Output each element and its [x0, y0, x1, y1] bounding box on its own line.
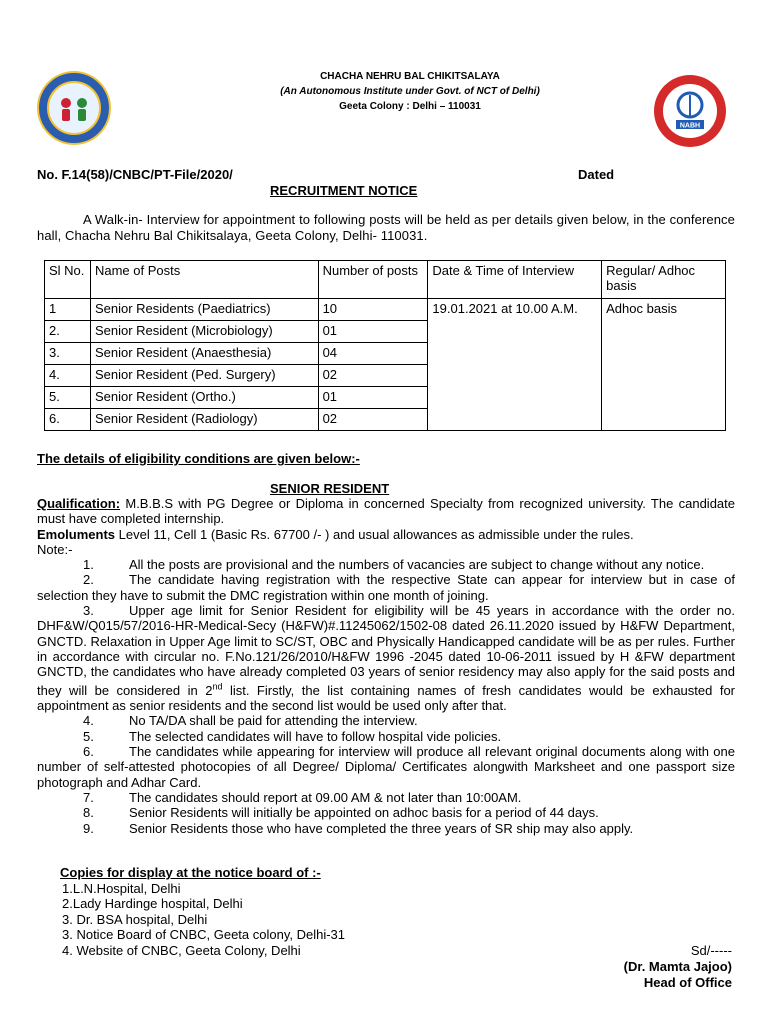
row-sl: 3. [45, 343, 91, 365]
list-item: 2.Lady Hardinge hospital, Delhi [62, 896, 243, 912]
table-header-row [45, 261, 726, 299]
header-sl: Sl No. [45, 261, 91, 299]
note-item [37, 744, 735, 790]
note-text: The candidates while appearing for interview will produce all relevant original documents along with one number of self-attested photocopies of all Degree/ Diploma/ Certificates alongwith Marksheet and one passport size photograph and Adhar Card. [37, 744, 735, 790]
note-text: Senior Residents will initially be appointed on adhoc basis for a period of 44 days. [129, 805, 599, 821]
interview-datetime: 19.01.2021 at 10.00 A.M. [428, 299, 602, 431]
list-item: 1.L.N.Hospital, Delhi [62, 880, 181, 896]
note-number: 9. [83, 820, 94, 836]
list-item: 4. Website of CNBC, Geeta Colony, Delhi [62, 942, 301, 958]
org-subtitle: (An Autonomous Institute under Govt. of NCT of Delhi) [280, 86, 540, 97]
note-number: 7. [83, 789, 94, 805]
note-number: 4. [83, 713, 94, 729]
signature-sd: Sd/----- [690, 943, 732, 958]
row-number: 01 [318, 387, 428, 409]
table-row [45, 299, 726, 321]
note-text: The selected candidates will have to follow hospital vide policies. [129, 728, 502, 744]
row-number: 01 [318, 321, 428, 343]
qualification-text: M.B.B.S with PG Degree or Diploma in concerned Specialty from recognized university. The candidate must have completed internship. [37, 496, 735, 527]
row-number: 02 [318, 409, 428, 431]
org-name: CHACHA NEHRU BAL CHIKITSALAYA [320, 71, 500, 82]
dated-label: Dated [578, 167, 615, 182]
note-number: 3. [83, 603, 94, 619]
notes-list [37, 557, 735, 836]
note-item [37, 821, 735, 836]
note-label: Note:- [37, 541, 73, 557]
row-number: 10 [318, 299, 428, 321]
note-number: 5. [83, 728, 94, 744]
note-item [37, 603, 735, 713]
row-name: Senior Resident (Ped. Surgery) [90, 365, 318, 387]
qualification-label: Qualification: [37, 496, 121, 511]
note-item [37, 790, 735, 805]
note-text: All the posts are provisional and the numbers of vacancies are subject to change without any notice. [129, 557, 705, 573]
note-number: 2. [83, 572, 94, 588]
note-item [37, 572, 735, 603]
row-sl: 1 [45, 299, 91, 321]
note-number: 8. [83, 805, 94, 821]
nabh-logo [652, 74, 728, 148]
file-number: No. F.14(58)/CNBC/PT-File/2020/ [37, 167, 233, 182]
hospital-logo [36, 70, 112, 146]
note-text: No TA/DA shall be paid for attending the interview. [129, 713, 418, 729]
emoluments-text: Level 11, Cell 1 (Basic Rs. 67700 /- ) and usual allowances as admissible under the rules. [115, 526, 634, 542]
copies-list [60, 881, 345, 959]
row-sl: 2. [45, 321, 91, 343]
note-number: 6. [83, 744, 94, 760]
row-name: Senior Resident (Anaesthesia) [90, 343, 318, 365]
list-item: 3. Dr. BSA hospital, Delhi [62, 911, 208, 927]
header-name: Name of Posts [90, 261, 318, 299]
row-number: 04 [318, 343, 428, 365]
org-address: Geeta Colony : Delhi – 110031 [339, 101, 481, 112]
nabh-logo-text: NABH [679, 122, 701, 130]
signature-block [624, 943, 732, 991]
header-date: Date & Time of Interview [428, 261, 602, 299]
qualification-paragraph [37, 496, 735, 527]
note-item [37, 557, 735, 572]
intro-paragraph: A Walk-in- Interview for appointment to following posts will be held as per details given below, in the conference hall, Chacha Nehru Bal Chikitsalaya, Geeta Colony, Delhi- 110031. [37, 212, 735, 243]
eligibility-body [37, 496, 735, 836]
note-number: 1. [83, 557, 94, 573]
row-name: Senior Resident (Microbiology) [90, 321, 318, 343]
note-text: Upper age limit for Senior Resident for eligibility will be 45 years in accordance with the order no. DHF&W/Q015/57/2016-HR-Medical-Secy (H&FW)#.11245062/1502-08 dated 26.11.2020 issued by H&FW Department, GNCTD. Relaxation in Upper Age limit to SC/ST, OBC and Physically Handicapped candidate will be as per rules. Further in accordance with circular no. F.No.121/26/2010/H&FW 1996 -2045 dated 10-06-2011 issued by H &FW department GNCTD, the candidates who have already completed 03 years of senior residency may also apply for the said posts and they will be considered in 2nd list. Firstly, the list containing names of fresh candidates would be exhausted for appointment as senior residents and the second list would be used only after that. [37, 603, 736, 714]
note-item [37, 729, 735, 744]
note-text: The candidates should report at 09.00 AM & not later than 10:00AM. [129, 789, 522, 805]
header-basis: Regular/ Adhoc basis [602, 261, 726, 299]
emoluments-label: Emoluments [37, 526, 116, 542]
note-text: Senior Residents those who have completed the three years of SR ship may also apply. [129, 820, 634, 836]
row-sl: 4. [45, 365, 91, 387]
copies-section [60, 865, 345, 959]
appointment-basis: Adhoc basis [602, 299, 726, 431]
posts-table [44, 260, 726, 431]
row-sl: 6. [45, 409, 91, 431]
eligibility-heading: The details of eligibility conditions are given below:- [37, 451, 360, 466]
signatory-name: (Dr. Mamta Jajoo) [623, 959, 732, 974]
row-number: 02 [318, 365, 428, 387]
row-name: Senior Residents (Paediatrics) [90, 299, 318, 321]
row-name: Senior Resident (Ortho.) [90, 387, 318, 409]
header-number: Number of posts [318, 261, 428, 299]
emoluments-paragraph [37, 527, 735, 542]
row-name: Senior Resident (Radiology) [90, 409, 318, 431]
note-item [37, 805, 735, 820]
signatory-designation: Head of Office [643, 975, 732, 990]
note-item [37, 713, 735, 728]
notice-title: RECRUITMENT NOTICE [270, 183, 418, 198]
senior-resident-heading: SENIOR RESIDENT [270, 481, 390, 496]
note-text: The candidate having registration with the respective State can appear for interview but in case of selection they have to submit the DMC registration within one month of joining. [37, 572, 735, 603]
row-sl: 5. [45, 387, 91, 409]
list-item: 3. Notice Board of CNBC, Geeta colony, Delhi-31 [62, 927, 346, 943]
copies-heading: Copies for display at the notice board of :- [60, 865, 321, 880]
